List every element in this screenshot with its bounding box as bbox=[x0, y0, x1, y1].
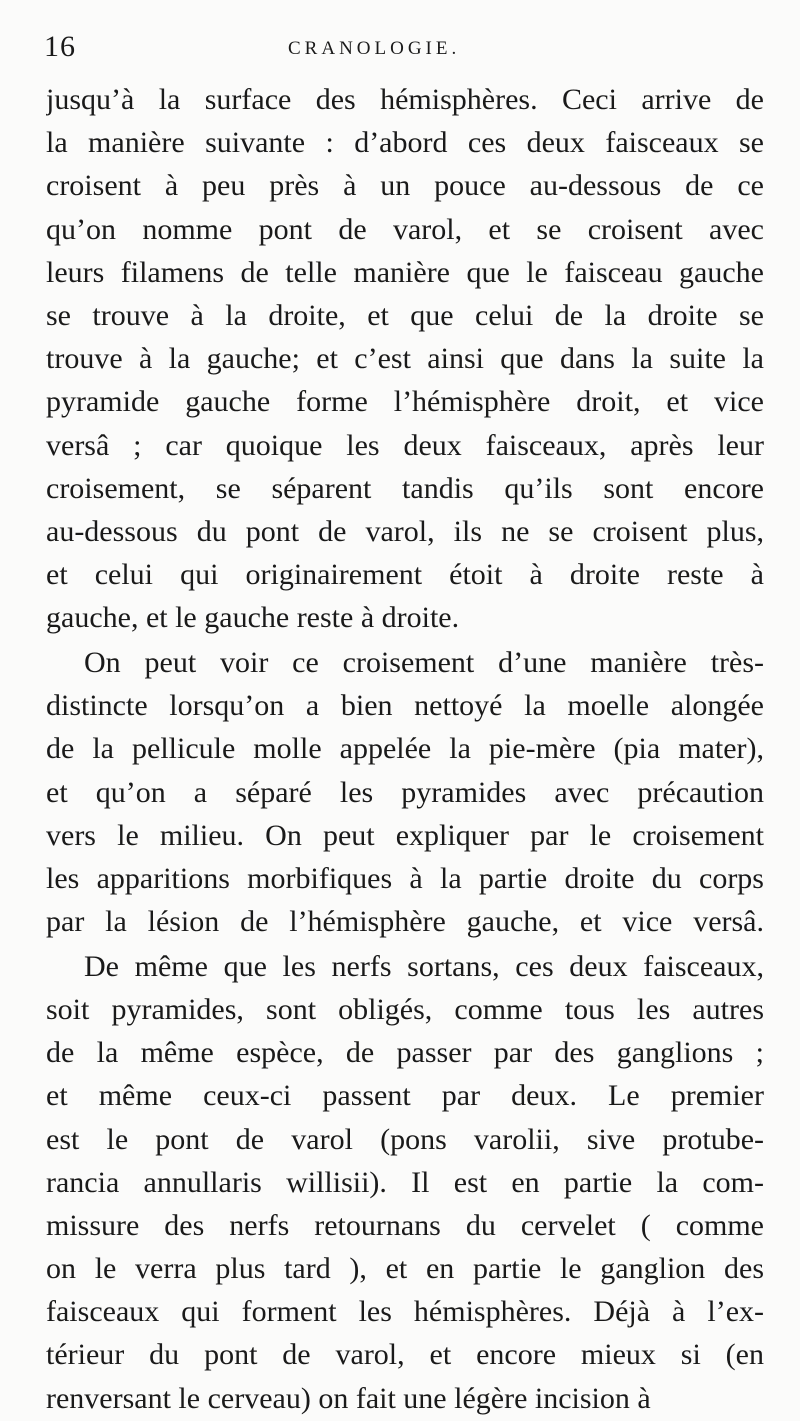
text-line: qu’on nomme pont de varol, et se croisent avec bbox=[46, 212, 764, 246]
text-line: par la lésion de l’hémisphère gauche, et vice versâ. bbox=[46, 905, 764, 939]
text-line: de la pellicule molle appelée la pie-mère (pia mater), bbox=[46, 732, 764, 766]
text-line: rancia annullaris willisii). Il est en partie la com- bbox=[46, 1165, 764, 1199]
text-line: distincte lorsqu’on a bien nettoyé la moelle alongée bbox=[46, 689, 764, 723]
text-line: soit pyramides, sont obligés, comme tous les autres bbox=[46, 992, 764, 1026]
text-line: térieur du pont de varol, et encore mieux si (en bbox=[46, 1338, 764, 1372]
body-text bbox=[46, 78, 764, 1420]
running-title: CRANOLOGIE. bbox=[288, 38, 461, 59]
text-line: et qu’on a séparé les pyramides avec précaution bbox=[46, 775, 764, 809]
text-line: se trouve à la droite, et que celui de la droite se bbox=[46, 298, 764, 332]
text-line: vers le milieu. On peut expliquer par le croisement bbox=[46, 818, 764, 852]
text-line: et même ceux-ci passent par deux. Le premier bbox=[46, 1079, 764, 1113]
text-line: pyramide gauche forme l’hémisphère droit, et vice bbox=[46, 385, 764, 419]
text-line: croisent à peu près à un pouce au-dessous de ce bbox=[46, 169, 764, 203]
page-number: 16 bbox=[44, 30, 76, 63]
text-line: les apparitions morbifiques à la partie droite du corps bbox=[46, 861, 764, 895]
text-line: et celui qui originairement étoit à droite reste à bbox=[46, 558, 764, 592]
text-line: missure des nerfs retournans du cervelet ( comme bbox=[46, 1208, 764, 1242]
text-line: renversant le cerveau) on fait une légère incision à bbox=[46, 1381, 651, 1415]
text-line: gauche, et le gauche reste à droite. bbox=[46, 601, 460, 635]
text-line: croisement, se séparent tandis qu’ils sont encore bbox=[46, 471, 764, 505]
text-line: leurs filamens de telle manière que le faisceau gauche bbox=[46, 255, 764, 289]
text-line: De même que les nerfs sortans, ces deux faisceaux, bbox=[84, 949, 764, 983]
text-line: jusqu’à la surface des hémisphères. Ceci arrive de bbox=[46, 83, 764, 116]
text-line: versâ ; car quoique les deux faisceaux, après leur bbox=[46, 428, 764, 462]
text-line: de la même espèce, de passer par des ganglions ; bbox=[46, 1036, 764, 1070]
paragraph-3 bbox=[46, 945, 764, 1420]
text-line: on le verra plus tard ), et en partie le ganglion des bbox=[46, 1252, 764, 1286]
text-line: trouve à la gauche; et c’est ainsi que dans la suite la bbox=[46, 342, 764, 376]
text-line: au-dessous du pont de varol, ils ne se croisent plus, bbox=[46, 514, 764, 548]
page-header bbox=[44, 28, 760, 72]
text-line: la manière suivante : d’abord ces deux faisceaux se bbox=[46, 126, 764, 160]
text-line: On peut voir ce croisement d’une manière très- bbox=[84, 645, 764, 679]
text-line: est le pont de varol (pons varolii, sive protube- bbox=[46, 1122, 764, 1156]
paragraph-1 bbox=[46, 78, 764, 639]
paragraph-2 bbox=[46, 641, 764, 943]
text-line: faisceaux qui forment les hémisphères. Déjà à l’ex- bbox=[46, 1295, 764, 1329]
